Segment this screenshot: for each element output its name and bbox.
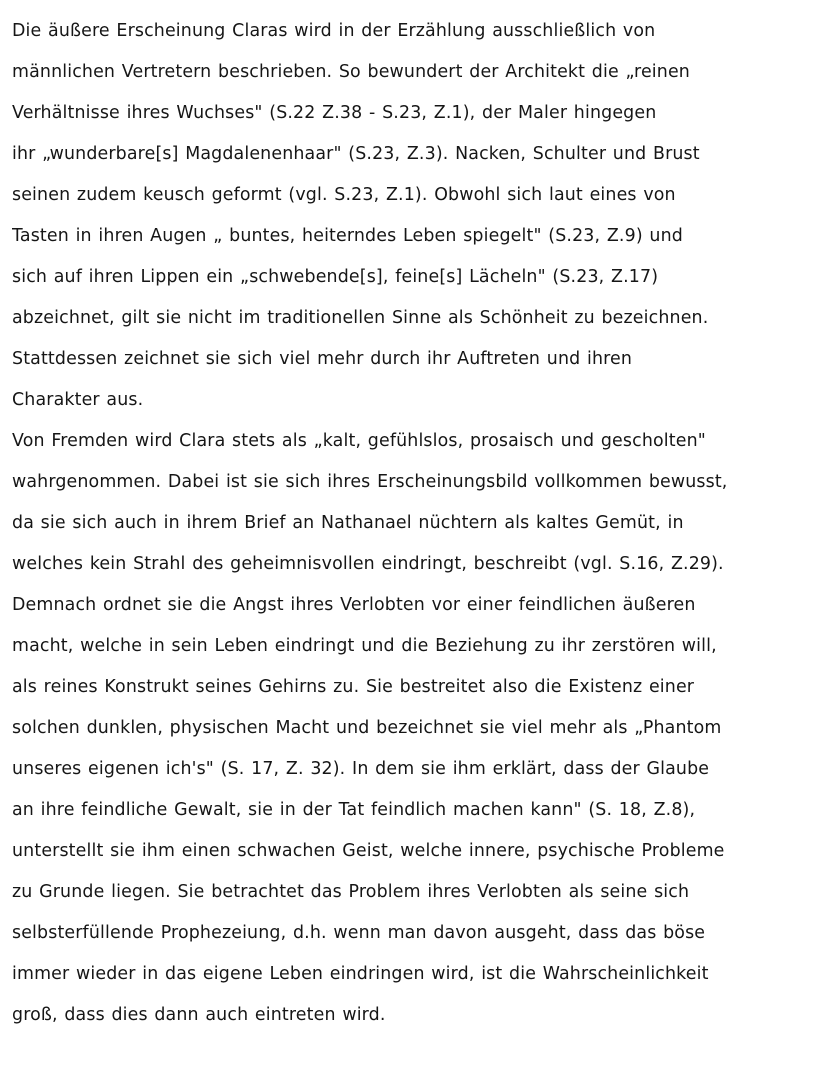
text-line: abzeichnet, gilt sie nicht im traditionellen Sinne als Schönheit zu bezeichnen. bbox=[12, 308, 709, 328]
text-line: immer wieder in das eigene Leben eindringen wird, ist die Wahrscheinlichkeit bbox=[12, 964, 709, 984]
text-line: wahrgenommen. Dabei ist sie sich ihres Erscheinungsbild vollkommen bewusst, bbox=[12, 472, 728, 492]
text-line: unterstellt sie ihm einen schwachen Geist, welche innere, psychische Probleme bbox=[12, 841, 725, 861]
text-line: zu Grunde liegen. Sie betrachtet das Problem ihres Verlobten als seine sich bbox=[12, 882, 690, 902]
text-line: sich auf ihren Lippen ein „schwebende[s], feine[s] Lächeln" (S.23, Z.17) bbox=[12, 267, 659, 287]
text-line: Tasten in ihren Augen „ buntes, heiterndes Leben spiegelt" (S.23, Z.9) und bbox=[12, 226, 683, 246]
text-line: unseres eigenen ich's" (S. 17, Z. 32). In dem sie ihm erklärt, dass der Glaube bbox=[12, 759, 710, 779]
text-line: solchen dunklen, physischen Macht und bezeichnet sie viel mehr als „Phantom bbox=[12, 718, 722, 738]
text-line: Verhältnisse ihres Wuchses" (S.22 Z.38 - S.23, Z.1), der Maler hingegen bbox=[12, 103, 657, 123]
text-line: welches kein Strahl des geheimnisvollen eindringt, beschreibt (vgl. S.16, Z.29). bbox=[12, 554, 724, 574]
text-line: Die äußere Erscheinung Claras wird in der Erzählung ausschließlich von bbox=[12, 21, 656, 41]
text-line: Demnach ordnet sie die Angst ihres Verlobten vor einer feindlichen äußeren bbox=[12, 595, 696, 615]
text-line: da sie sich auch in ihrem Brief an Nathanael nüchtern als kaltes Gemüt, in bbox=[12, 513, 684, 533]
text-line: Charakter aus. bbox=[12, 390, 144, 410]
text-line: seinen zudem keusch geformt (vgl. S.23, Z.1). Obwohl sich laut eines von bbox=[12, 185, 676, 205]
text-line: Von Fremden wird Clara stets als „kalt, gefühlslos, prosaisch und gescholten" bbox=[12, 431, 706, 451]
text-line: Stattdessen zeichnet sie sich viel mehr durch ihr Auftreten und ihren bbox=[12, 349, 633, 369]
text-line: groß, dass dies dann auch eintreten wird. bbox=[12, 1005, 386, 1025]
text-line: an ihre feindliche Gewalt, sie in der Tat feindlich machen kann" (S. 18, Z.8), bbox=[12, 800, 696, 820]
text-line: männlichen Vertretern beschrieben. So bewundert der Architekt die „reinen bbox=[12, 62, 690, 82]
text-line: selbsterfüllende Prophezeiung, d.h. wenn man davon ausgeht, dass das böse bbox=[12, 923, 706, 943]
text-line: als reines Konstrukt seines Gehirns zu. Sie bestreitet also die Existenz einer bbox=[12, 677, 695, 697]
text-line: ihr „wunderbare[s] Magdalenenhaar" (S.23, Z.3). Nacken, Schulter und Brust bbox=[12, 144, 700, 164]
text-line: macht, welche in sein Leben eindringt und die Beziehung zu ihr zerstören will, bbox=[12, 636, 717, 656]
